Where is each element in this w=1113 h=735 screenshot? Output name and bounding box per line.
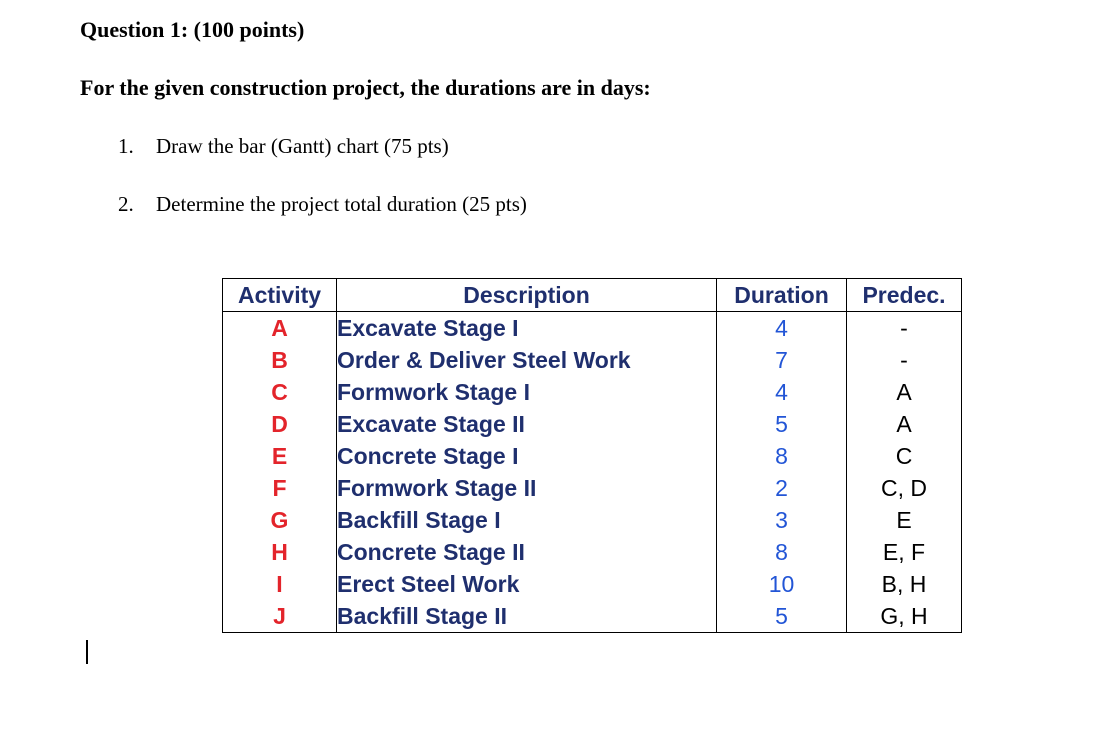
predecessor-cell: C — [847, 440, 962, 472]
description-cell: Concrete Stage I — [337, 440, 717, 472]
duration-cell: 5 — [717, 408, 847, 440]
description-cell: Concrete Stage II — [337, 536, 717, 568]
header-predecessors: Predec. — [847, 279, 962, 312]
table-row — [223, 600, 962, 633]
predecessor-cell: G, H — [847, 600, 962, 633]
activity-cell: E — [223, 440, 337, 472]
text-cursor — [86, 640, 88, 664]
table-row — [223, 344, 962, 376]
description-cell: Excavate Stage II — [337, 408, 717, 440]
task-text: Draw the bar (Gantt) chart (75 pts) — [156, 134, 449, 158]
table-row — [223, 312, 962, 345]
predecessor-cell: E, F — [847, 536, 962, 568]
duration-cell: 4 — [717, 376, 847, 408]
activity-cell: H — [223, 536, 337, 568]
predecessor-cell: - — [847, 344, 962, 376]
activity-cell: F — [223, 472, 337, 504]
activity-cell: C — [223, 376, 337, 408]
predecessor-cell: A — [847, 376, 962, 408]
duration-cell: 5 — [717, 600, 847, 633]
activity-cell: D — [223, 408, 337, 440]
description-cell: Formwork Stage II — [337, 472, 717, 504]
task-number: 1. — [118, 134, 134, 158]
table-row — [223, 568, 962, 600]
table-row — [223, 472, 962, 504]
activity-cell: J — [223, 600, 337, 633]
predecessor-cell: A — [847, 408, 962, 440]
activity-cell: I — [223, 568, 337, 600]
table-row — [223, 536, 962, 568]
question-title: Question 1: (100 points) — [80, 17, 305, 42]
header-description: Description — [337, 279, 717, 312]
predecessor-cell: E — [847, 504, 962, 536]
activity-cell: G — [223, 504, 337, 536]
table-row — [223, 504, 962, 536]
duration-cell: 8 — [717, 536, 847, 568]
predecessor-cell: - — [847, 312, 962, 345]
predecessor-cell: C, D — [847, 472, 962, 504]
duration-cell: 3 — [717, 504, 847, 536]
description-cell: Excavate Stage I — [337, 312, 717, 345]
description-cell: Order & Deliver Steel Work — [337, 344, 717, 376]
question-intro: For the given construction project, the durations are in days: — [80, 75, 651, 100]
activity-cell: A — [223, 312, 337, 345]
table-row — [223, 408, 962, 440]
table-row — [223, 376, 962, 408]
header-activity: Activity — [223, 279, 337, 312]
duration-cell: 2 — [717, 472, 847, 504]
activity-table — [222, 278, 962, 633]
description-cell: Formwork Stage I — [337, 376, 717, 408]
description-cell: Erect Steel Work — [337, 568, 717, 600]
table-row — [223, 440, 962, 472]
task-item — [118, 192, 527, 217]
duration-cell: 7 — [717, 344, 847, 376]
description-cell: Backfill Stage I — [337, 504, 717, 536]
task-item — [118, 134, 449, 159]
predecessor-cell: B, H — [847, 568, 962, 600]
task-text: Determine the project total duration (25 pts) — [156, 192, 527, 216]
duration-cell: 8 — [717, 440, 847, 472]
table-header-row — [223, 279, 962, 312]
duration-cell: 10 — [717, 568, 847, 600]
description-cell: Backfill Stage II — [337, 600, 717, 633]
duration-cell: 4 — [717, 312, 847, 345]
activity-cell: B — [223, 344, 337, 376]
header-duration: Duration — [717, 279, 847, 312]
task-number: 2. — [118, 192, 134, 216]
